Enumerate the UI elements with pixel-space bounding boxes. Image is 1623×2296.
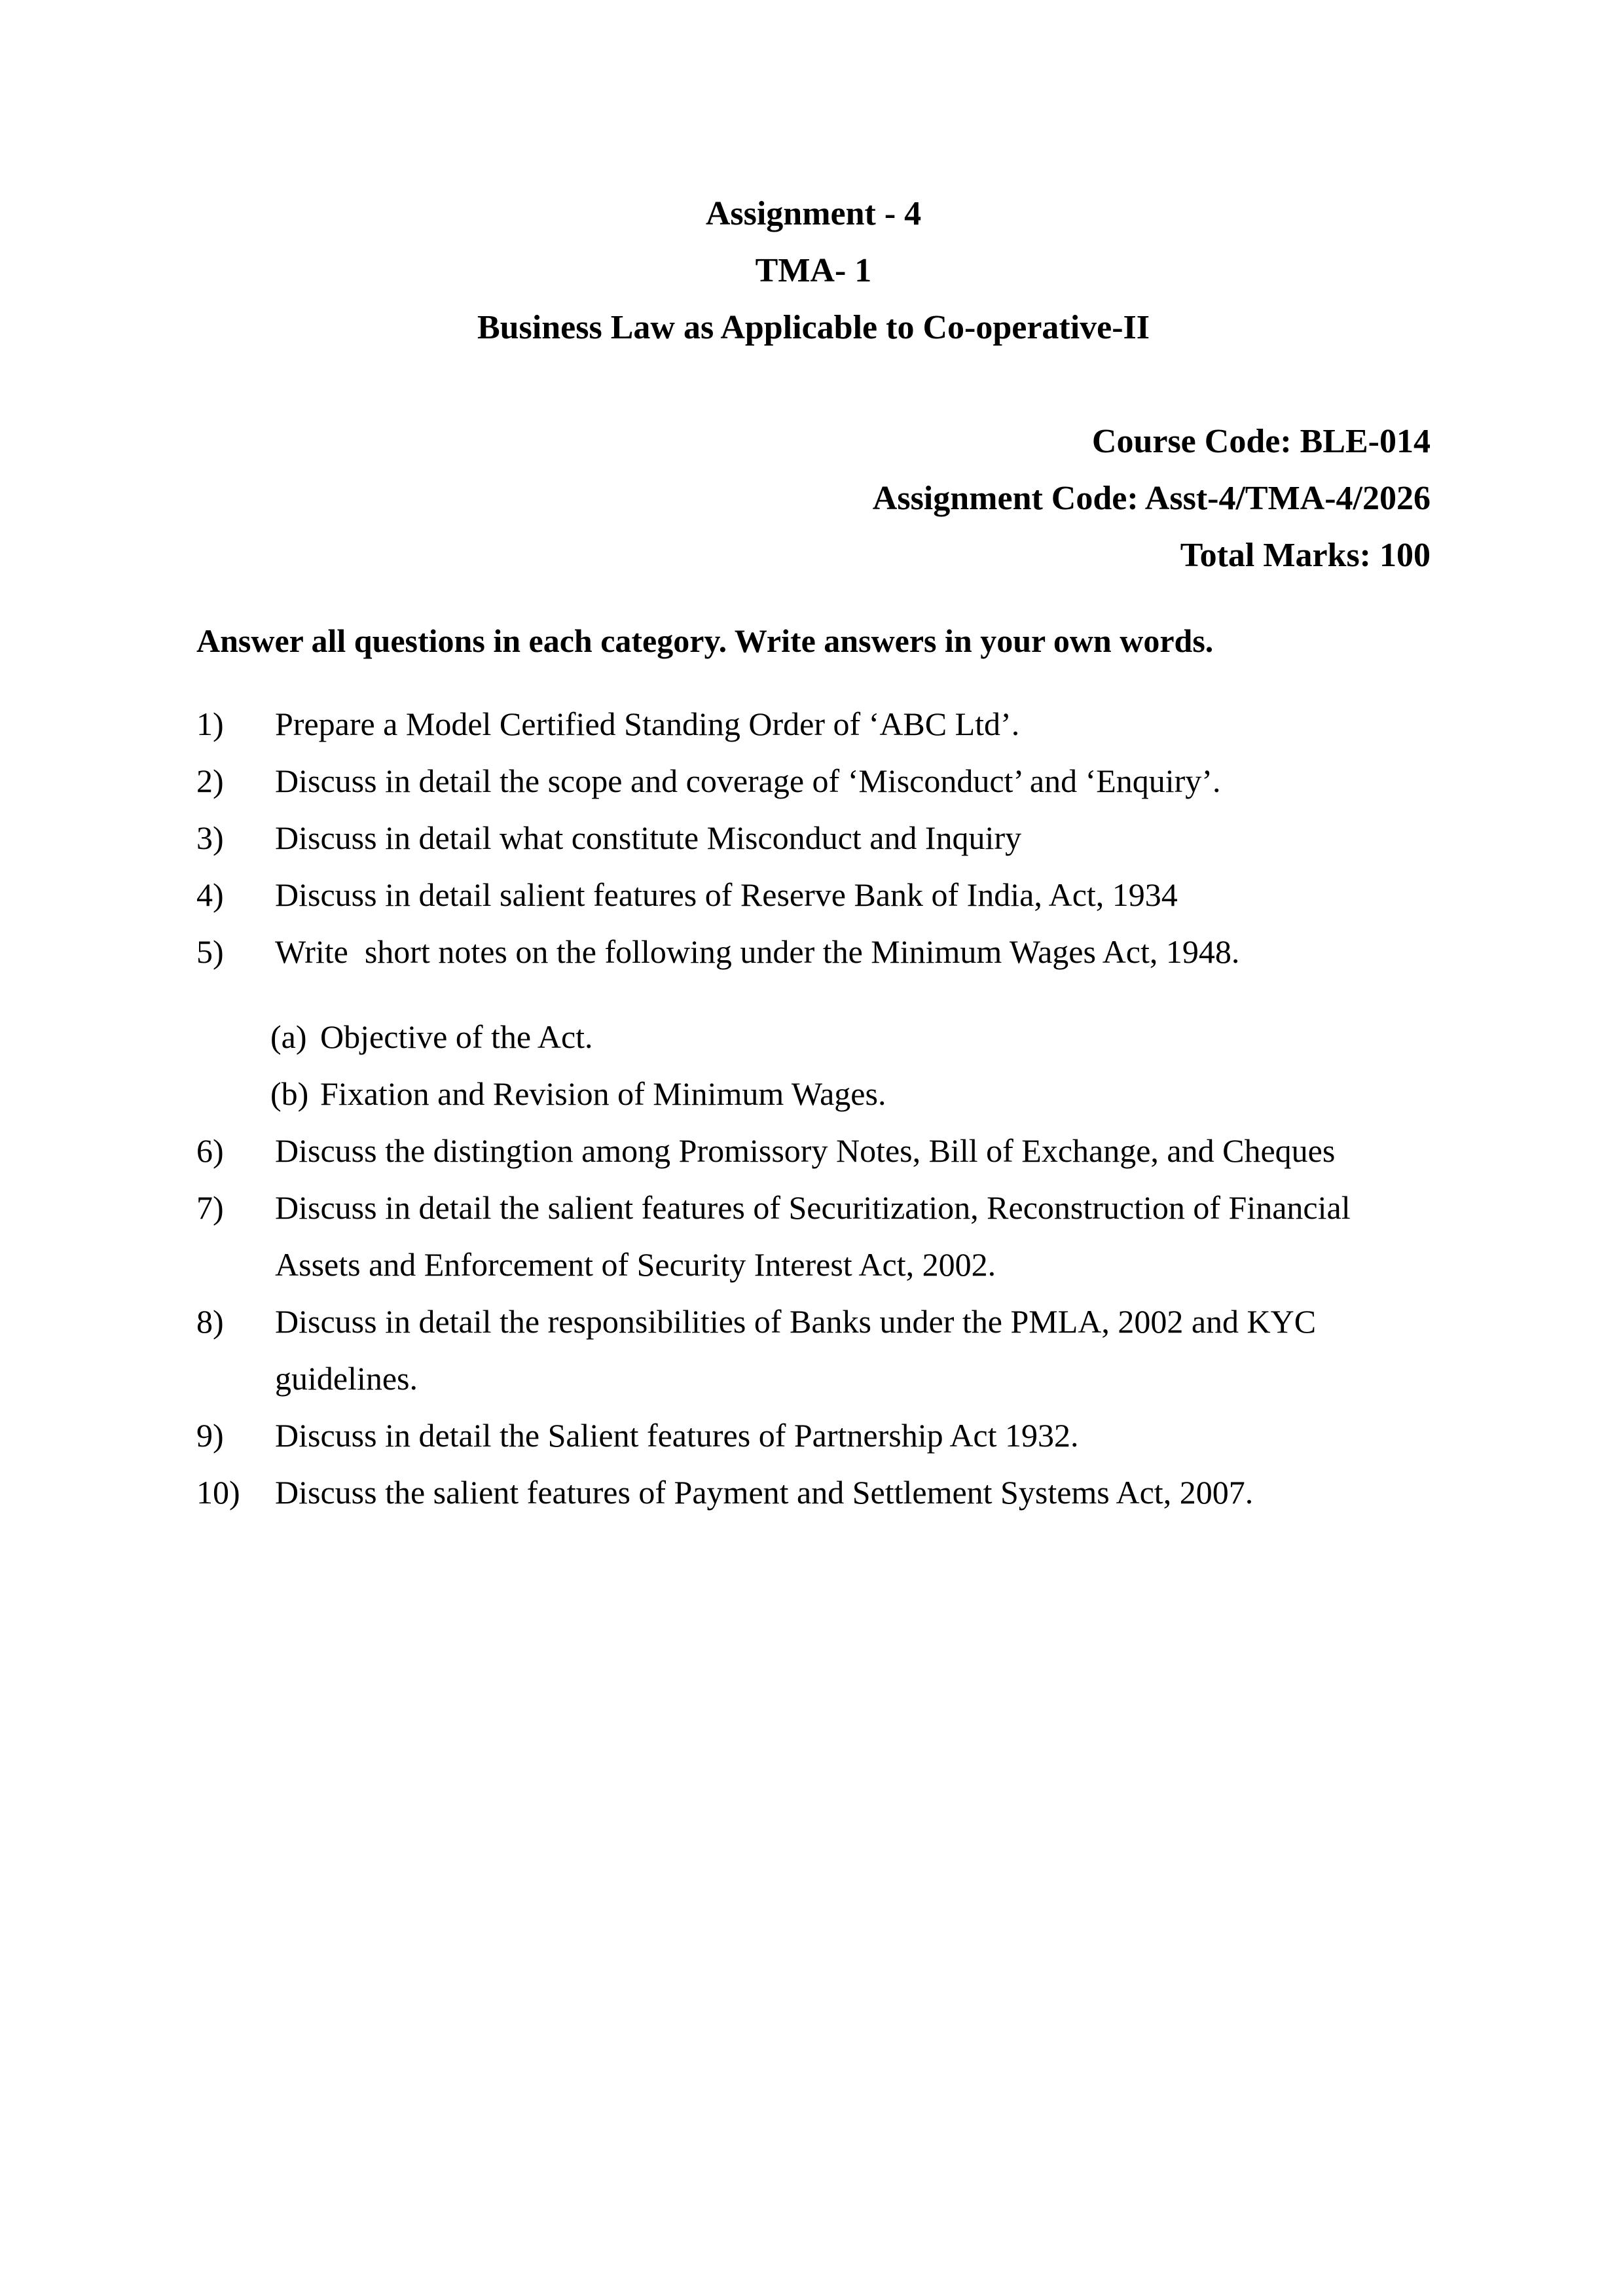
question-text: [275, 810, 1431, 867]
course-code: Course Code: BLE-014: [1091, 423, 1431, 460]
course-title: Business Law as Applicable to Co-operative-II: [477, 309, 1150, 346]
question-number: 9): [196, 1417, 224, 1454]
question-number: 8): [196, 1303, 224, 1340]
question-item: [196, 810, 1431, 867]
question-text: [275, 1122, 1431, 1179]
question-text: [275, 696, 1431, 753]
question-line: Discuss the distingtion among Promissory Notes, Bill of Exchange, and Cheques: [275, 1132, 1336, 1169]
tma-title: TMA- 1: [755, 252, 872, 289]
question-text: [275, 924, 1431, 980]
question-number: 6): [196, 1132, 224, 1169]
question-text: [275, 1407, 1431, 1464]
assignment-code: Assignment Code: Asst-4/TMA-4/2026: [872, 480, 1431, 517]
question-item: [196, 1293, 1431, 1407]
question-number: 1): [196, 706, 224, 742]
question-text: [275, 1179, 1431, 1293]
question-line: Assets and Enforcement of Security Interest Act, 2002.: [275, 1246, 996, 1283]
question-line: Discuss in detail the responsibilities of Banks under the PMLA, 2002 and KYC: [275, 1303, 1317, 1340]
question-line: guidelines.: [275, 1360, 418, 1397]
question-number: 5): [196, 933, 224, 970]
question-item: [196, 753, 1431, 810]
question-number: 4): [196, 876, 224, 913]
instruction-line: Answer all questions in each category. Write answers in your own words.: [196, 622, 1214, 659]
document-meta: [196, 413, 1431, 584]
question-line: Discuss in detail the Salient features of Partnership Act 1932.: [275, 1417, 1079, 1454]
question-line: Discuss in detail what constitute Misconduct and Inquiry: [275, 819, 1022, 856]
question-text: [275, 1293, 1431, 1407]
question-line: Prepare a Model Certified Standing Order of ‘ABC Ltd’.: [275, 706, 1020, 742]
question-number: 3): [196, 819, 224, 856]
question-subitem: [270, 1066, 1431, 1122]
question-item: [196, 867, 1431, 924]
question-line: Discuss in detail salient features of Reserve Bank of India, Act, 1934: [275, 876, 1178, 913]
question-item: [196, 924, 1431, 980]
document-header: [196, 0, 1431, 356]
question-line: Discuss in detail the scope and coverage of ‘Misconduct’ and ‘Enquiry’.: [275, 762, 1221, 799]
question-text: [275, 753, 1431, 810]
question-item: [196, 1179, 1431, 1293]
page-content: [196, 0, 1431, 1521]
question-line: Discuss the salient features of Payment and Settlement Systems Act, 2007.: [275, 1474, 1254, 1511]
question-line: Write short notes on the following under the Minimum Wages Act, 1948.: [275, 933, 1240, 970]
subitem-label: (a): [270, 1018, 307, 1055]
question-subitem: [270, 1009, 1431, 1066]
assignment-title: Assignment - 4: [705, 195, 922, 232]
question-item: [196, 696, 1431, 753]
question-number: 10): [196, 1474, 240, 1511]
question-item: [196, 1407, 1431, 1464]
question-text: [275, 867, 1431, 924]
subitem-text: Objective of the Act.: [320, 1018, 593, 1055]
total-marks: Total Marks: 100: [1180, 537, 1431, 574]
question-subitem-list: [270, 1009, 1431, 1122]
subitem-label: (b): [270, 1075, 309, 1112]
question-line: Discuss in detail the salient features of Securitization, Reconstruction of Financial: [275, 1189, 1351, 1226]
question-text: [275, 1464, 1431, 1521]
subitem-text: Fixation and Revision of Minimum Wages.: [320, 1075, 886, 1112]
question-list: [196, 696, 1431, 1521]
question-item: [196, 1464, 1431, 1521]
question-item: [196, 1122, 1431, 1179]
question-number: 7): [196, 1189, 224, 1226]
question-number: 2): [196, 762, 224, 799]
